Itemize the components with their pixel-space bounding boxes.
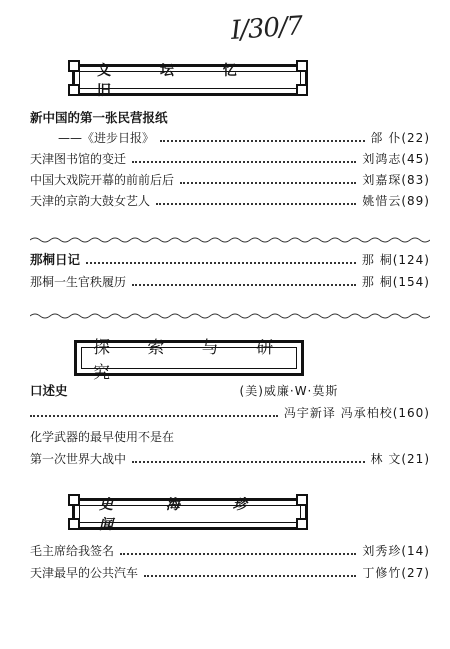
- leader-dots: [160, 130, 365, 142]
- handwritten-call-number: I/30/7: [229, 11, 304, 46]
- leader-dots: [144, 565, 356, 577]
- leader-dots: [132, 451, 365, 463]
- entry-author: 丁修竹(27): [362, 566, 430, 580]
- entry-title: ——《进步日报》: [58, 131, 155, 145]
- section-title: 探 索 与 研 究: [93, 338, 290, 383]
- toc-entry[interactable]: [30, 451, 430, 467]
- entry-title: 中国大戏院开幕的前前后后: [30, 173, 175, 187]
- banner-corner: [68, 60, 80, 72]
- section-banner-shihai: [72, 497, 308, 533]
- toc-entry[interactable]: [30, 193, 430, 209]
- toc-entry[interactable]: [30, 543, 430, 559]
- toc-entry[interactable]: [58, 130, 430, 146]
- banner-corner: [296, 60, 308, 72]
- section-banner-wentan: [72, 63, 308, 99]
- entry-title: 新中国的第一张民营报纸: [30, 110, 168, 125]
- entry-author: 姚惜云(89): [362, 194, 430, 208]
- entry-author: 那 桐(124): [361, 253, 430, 267]
- entry-title: 化学武器的最早使用不是在: [30, 430, 175, 444]
- entry-author: 冯宇新译 冯承柏校(160): [283, 406, 430, 420]
- entry-author: 那 桐(154): [361, 275, 430, 289]
- toc-entry[interactable]: [30, 565, 430, 581]
- toc-entry[interactable]: [30, 252, 430, 268]
- toc-entry[interactable]: [30, 110, 430, 126]
- wavy-divider: [30, 236, 430, 244]
- banner-corner: [296, 518, 308, 530]
- toc-entry[interactable]: [30, 405, 430, 421]
- toc-entry[interactable]: [30, 383, 430, 399]
- banner-corner: [68, 84, 80, 96]
- section-title: 文 坛 忆 旧: [97, 63, 259, 99]
- entry-title: 天津图书馆的变迁: [30, 152, 127, 166]
- leader-dots: [156, 193, 356, 205]
- leader-dots: [132, 274, 356, 286]
- toc-entry[interactable]: [30, 172, 430, 188]
- leader-dots: [180, 172, 356, 184]
- entry-author: 郃 仆(22): [370, 131, 430, 145]
- entry-title: 天津最早的公共汽车: [30, 566, 139, 580]
- leader-dots: [30, 405, 278, 417]
- section-title: 史 海 珍 闻: [99, 497, 271, 533]
- banner-corner: [68, 518, 80, 530]
- wavy-divider: [30, 312, 430, 320]
- entry-title: 口述史: [30, 383, 68, 398]
- banner-corner: [296, 84, 308, 96]
- section-banner-tansuo: [74, 338, 304, 383]
- entry-author: 刘鸿志(45): [362, 152, 430, 166]
- toc-entry[interactable]: [30, 151, 430, 167]
- entry-author: 林 文(21): [370, 452, 430, 466]
- toc-entry[interactable]: [30, 429, 430, 445]
- leader-dots: [86, 252, 356, 264]
- entry-author: 刘嘉琛(83): [362, 173, 430, 187]
- entry-author: (美)威廉·W·莫斯: [239, 384, 339, 398]
- banner-corner: [296, 494, 308, 506]
- entry-author: 刘秀珍(14): [362, 544, 430, 558]
- entry-title: 天津的京韵大鼓女艺人: [30, 194, 151, 208]
- entry-title: 第一次世界大战中: [30, 452, 127, 466]
- leader-dots: [132, 151, 356, 163]
- entry-title: 那桐日记: [30, 252, 81, 267]
- entry-title: 毛主席给我签名: [30, 544, 115, 558]
- leader-dots: [120, 543, 356, 555]
- toc-entry[interactable]: [30, 274, 430, 290]
- banner-corner: [68, 494, 80, 506]
- entry-title: 那桐一生官秩履历: [30, 275, 127, 289]
